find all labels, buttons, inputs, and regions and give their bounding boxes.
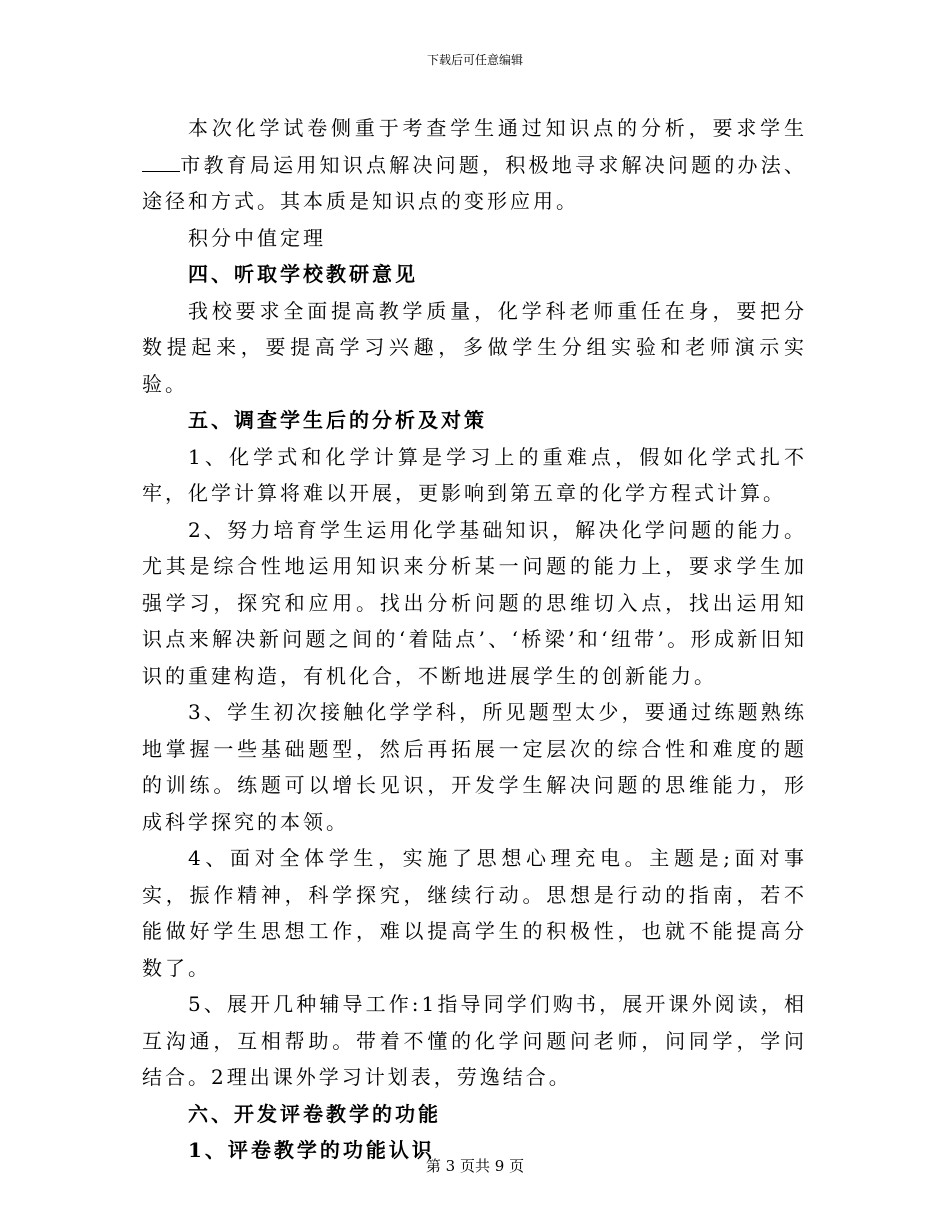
paragraph-school-opinion: 我校要求全面提高教学质量，化学科老师重任在身，要把分数提起来，要提高学习兴趣，多做学生分组实验和老师演示实验。: [142, 298, 807, 396]
document-body: [142, 110, 807, 1169]
subsection-heading-6-1: 1、评卷教学的功能认识: [188, 1138, 435, 1162]
list-item-5: 5、展开几种辅导工作:1指导同学们购书，展开课外阅读，相互沟通，互相帮助。带着不懂的化学问题问老师，问同学，学问结合。2理出课外学习计划表，劳逸结合。: [142, 992, 807, 1089]
list-item-4: 4、面对全体学生，实施了思想心理充电。主题是;面对事实，振作精神，科学探究，继续行动。思想是行动的指南，若不能做好学生思想工作，难以提高学生的积极性，也就不能提高分数了。: [142, 846, 807, 980]
list-item-3: 3、学生初次接触化学学科，所见题型太少，要通过练题熟练地掌握一些基础题型，然后再拓展一定层次的综合性和难度的题的训练。练题可以增长见识，开发学生解决问题的思维能力，形成科学探究的本领。: [142, 700, 807, 834]
list-item-1: 1、化学式和化学计算是学习上的重难点，假如化学式扎不牢，化学计算将难以开展，更影响到第五章的化学方程式计算。: [142, 444, 807, 505]
section-heading-5: 五、调查学生后的分析及对策: [188, 408, 487, 432]
blank-underline: [142, 153, 180, 172]
paragraph-exam-focus: [142, 110, 807, 220]
page-header: 下载后可任意编辑: [426, 53, 523, 67]
section-heading-4: 四、听取学校教研意见: [188, 262, 418, 286]
list-item-2: 2、努力培育学生运用化学基础知识，解决化学问题的能力。尤其是综合性地运用知识来分析某一问题的能力上，要求学生加强学习，探究和应用。找出分析问题的思维切入点，找出运用知识点来解决新问题之间的‘着陆点’、‘桥梁’和‘纽带’。形成新旧知识的重建构造，有机化合，不断地进展学生的创新能力。: [142, 517, 807, 688]
paragraph-exam-focus-end: 市教育局运用知识点解决问题，积极地寻求解决问题的办法、途径和方式。其本质是知识点的变形应用。: [142, 152, 807, 213]
paragraph-integral-theorem: 积分中值定理: [188, 225, 326, 250]
paragraph-exam-focus-start: 本次化学试卷侧重于考查学生通过知识点的分析，要求学生: [188, 116, 807, 140]
page-footer: 第 3 页共 9 页: [425, 1157, 525, 1175]
section-heading-6: 六、开发评卷教学的功能: [188, 1101, 441, 1126]
